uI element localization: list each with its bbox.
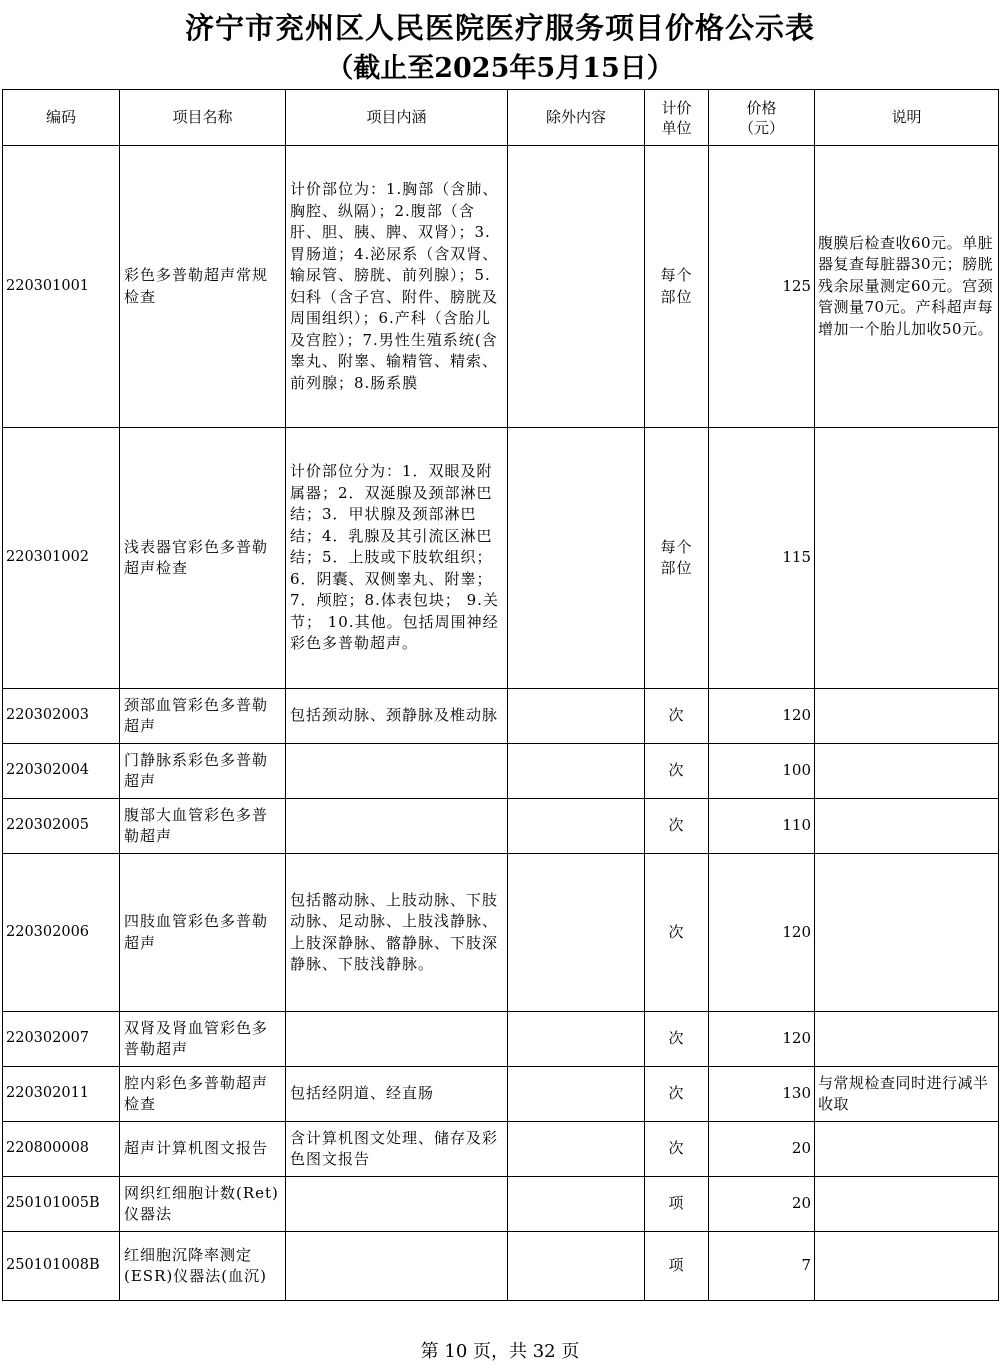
content-cell (286, 799, 508, 854)
note-cell (815, 1232, 999, 1301)
name-cell: 浅表器官彩色多普勒超声检查 (120, 428, 286, 689)
name-cell: 腹部大血管彩色多普勒超声 (120, 799, 286, 854)
unit-cell: 次 (645, 1122, 709, 1177)
price-cell: 120 (709, 689, 815, 744)
header-price: 价格 （元） (709, 90, 815, 146)
code-cell: 250101008B (3, 1232, 120, 1301)
content-cell (286, 1232, 508, 1301)
table-row (3, 689, 999, 744)
note-cell: 与常规检查同时进行减半收取 (815, 1067, 999, 1122)
name-cell: 网织红细胞计数(Ret)仪器法 (120, 1177, 286, 1232)
table-row (3, 854, 999, 1012)
exclusion-cell (508, 1232, 645, 1301)
exclusion-cell (508, 689, 645, 744)
code-cell: 220302004 (3, 744, 120, 799)
name-cell: 腔内彩色多普勒超声检查 (120, 1067, 286, 1122)
unit-cell: 次 (645, 1067, 709, 1122)
content-cell: 计价部位为：1.胸部（含肺、胸腔、纵隔）；2.腹部（含肝、胆、胰、脾、双肾）；3.胃肠道；4.泌尿系（含双肾、输尿管、膀胱、前列腺）；5.妇科（含子宫、附件、膀胱及周围组织）；6.产科（含胎儿及宫腔）；7.男性生殖系统(含睾丸、附睾、输精管、精索、前列腺；8.肠系膜 (286, 146, 508, 428)
price-cell: 120 (709, 1012, 815, 1067)
unit-cell: 每个部位 (645, 428, 709, 689)
price-cell: 130 (709, 1067, 815, 1122)
name-cell: 四肢血管彩色多普勒超声 (120, 854, 286, 1012)
content-cell (286, 1012, 508, 1067)
code-cell: 220800008 (3, 1122, 120, 1177)
content-cell: 包括经阴道、经直肠 (286, 1067, 508, 1122)
name-cell: 门静脉系彩色多普勒超声 (120, 744, 286, 799)
unit-cell: 次 (645, 854, 709, 1012)
exclusion-cell (508, 1012, 645, 1067)
exclusion-cell (508, 1122, 645, 1177)
table-row (3, 744, 999, 799)
table-row (3, 1067, 999, 1122)
table-row (3, 1122, 999, 1177)
note-cell (815, 1122, 999, 1177)
content-cell (286, 744, 508, 799)
note-cell: 腹膜后检查收60元。单脏器复查每脏器30元；膀胱残余尿量测定60元。宫颈管测量70元。产科超声每增加一个胎儿加收50元。 (815, 146, 999, 428)
price-cell: 20 (709, 1122, 815, 1177)
page-title: 济宁市兖州区人民医院医疗服务项目价格公示表 (184, 11, 815, 45)
price-cell: 20 (709, 1177, 815, 1232)
price-cell: 7 (709, 1232, 815, 1301)
exclusion-cell (508, 799, 645, 854)
note-cell (815, 799, 999, 854)
note-cell (815, 428, 999, 689)
note-cell (815, 854, 999, 1012)
unit-cell: 次 (645, 799, 709, 854)
code-cell: 220302006 (3, 854, 120, 1012)
price-cell: 115 (709, 428, 815, 689)
header-exclusion: 除外内容 (508, 90, 645, 146)
name-cell: 红细胞沉降率测定(ESR)仪器法(血沉) (120, 1232, 286, 1301)
note-cell (815, 689, 999, 744)
table-row (3, 1177, 999, 1232)
unit-cell: 每个部位 (645, 146, 709, 428)
page-subtitle: （截止至2025年5月15日） (326, 53, 674, 84)
exclusion-cell (508, 1067, 645, 1122)
table-row (3, 428, 999, 689)
header-code: 编码 (3, 90, 120, 146)
code-cell: 220302005 (3, 799, 120, 854)
code-cell: 220301002 (3, 428, 120, 689)
content-cell: 计价部位分为：1．双眼及附属器；2．双涎腺及颈部淋巴结；3．甲状腺及颈部淋巴结；4．乳腺及其引流区淋巴结；5．上肢或下肢软组织；6．阴囊、双侧睾丸、附睾；7．颅腔；8.体表包块； 9.关节； 10.其他。包括周围神经彩色多普勒超声。 (286, 428, 508, 689)
name-cell: 双肾及肾血管彩色多普勒超声 (120, 1012, 286, 1067)
price-table (2, 89, 999, 1301)
exclusion-cell (508, 428, 645, 689)
exclusion-cell (508, 146, 645, 428)
header-unit: 计价 单位 (645, 90, 709, 146)
header-row (3, 90, 999, 146)
unit-cell: 项 (645, 1232, 709, 1301)
exclusion-cell (508, 744, 645, 799)
name-cell: 超声计算机图文报告 (120, 1122, 286, 1177)
header-content: 项目内涵 (286, 90, 508, 146)
code-cell: 220302003 (3, 689, 120, 744)
unit-cell: 次 (645, 744, 709, 799)
page-footer: 第 10 页，共 32 页 (420, 1341, 580, 1362)
table-row (3, 1012, 999, 1067)
content-cell: 含计算机图文处理、储存及彩色图文报告 (286, 1122, 508, 1177)
exclusion-cell (508, 854, 645, 1012)
price-cell: 120 (709, 854, 815, 1012)
exclusion-cell (508, 1177, 645, 1232)
code-cell: 220302007 (3, 1012, 120, 1067)
price-cell: 110 (709, 799, 815, 854)
name-cell: 彩色多普勒超声常规检查 (120, 146, 286, 428)
price-cell: 100 (709, 744, 815, 799)
code-cell: 220301001 (3, 146, 120, 428)
price-cell: 125 (709, 146, 815, 428)
unit-cell: 次 (645, 689, 709, 744)
code-cell: 250101005B (3, 1177, 120, 1232)
note-cell (815, 744, 999, 799)
unit-cell: 次 (645, 1012, 709, 1067)
note-cell (815, 1012, 999, 1067)
code-cell: 220302011 (3, 1067, 120, 1122)
unit-cell: 项 (645, 1177, 709, 1232)
name-cell: 颈部血管彩色多普勒超声 (120, 689, 286, 744)
content-cell: 包括髂动脉、上肢动脉、下肢动脉、足动脉、上肢浅静脉、上肢深静脉、髂静脉、下肢深静脉、下肢浅静脉。 (286, 854, 508, 1012)
note-cell (815, 1177, 999, 1232)
content-cell (286, 1177, 508, 1232)
content-cell: 包括颈动脉、颈静脉及椎动脉 (286, 689, 508, 744)
header-name: 项目名称 (120, 90, 286, 146)
header-note: 说明 (815, 90, 999, 146)
table-row (3, 799, 999, 854)
table-row (3, 1232, 999, 1301)
table-row (3, 146, 999, 428)
